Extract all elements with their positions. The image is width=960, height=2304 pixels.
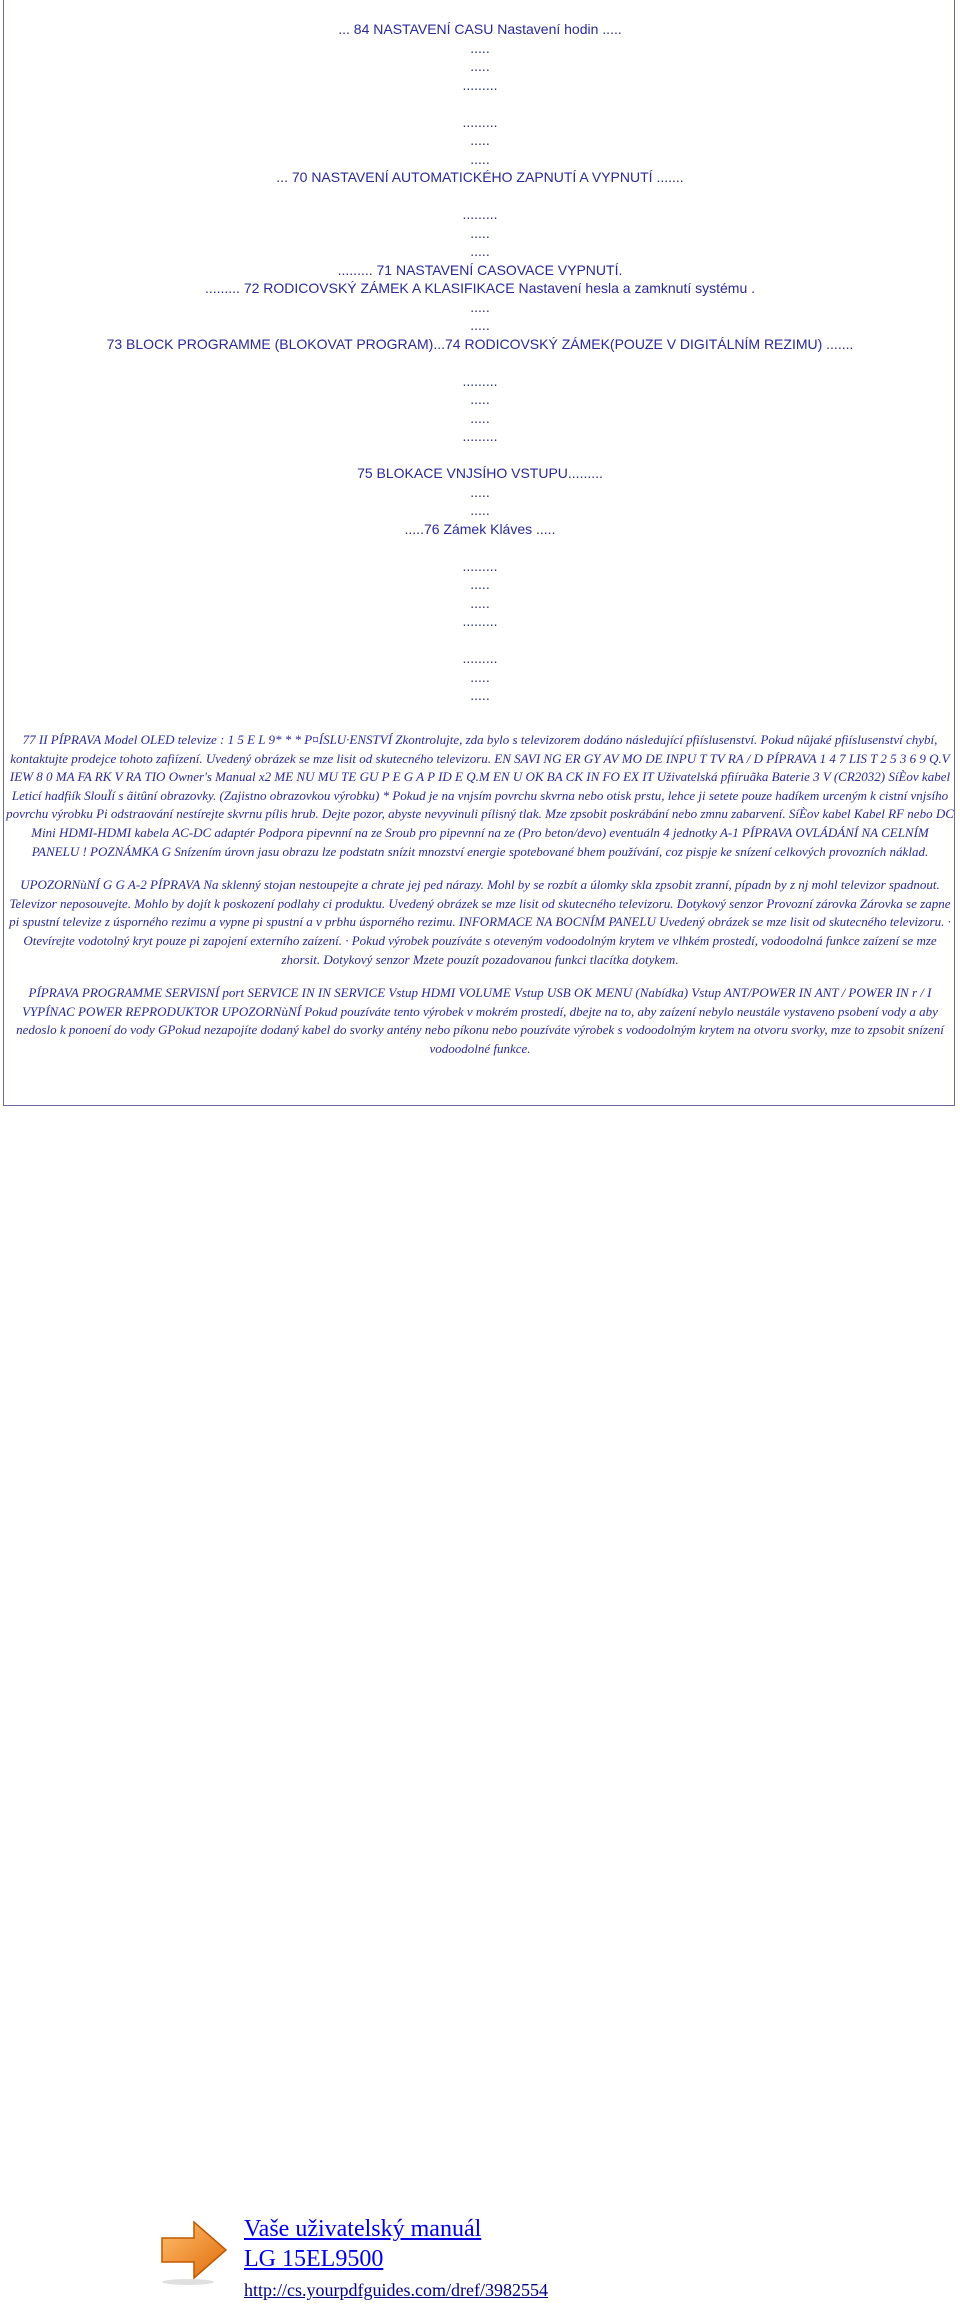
toc-line: ......... bbox=[462, 76, 498, 93]
toc-line: ..... bbox=[470, 687, 490, 703]
toc-line: ......... bbox=[462, 206, 498, 222]
toc-line: ..... bbox=[470, 243, 490, 259]
model-link[interactable]: LG 15EL9500 bbox=[244, 2246, 384, 2272]
toc-line: ..... bbox=[470, 594, 490, 611]
toc-line: ..... bbox=[470, 150, 490, 167]
manual-page bbox=[3, 0, 955, 1106]
toc-line bbox=[4, 446, 956, 465]
toc-line: ..... bbox=[470, 317, 490, 333]
body-paragraph-warning: UPOZORNùNÍ G G A-2 PÍPRAVA Na sklenný stojan nestoupejte a chrate jej ped nárazy. Mohl by se rozbít a úlomky skla zpsobit zranní, pípadn by z nj mohl televizor spadnout. Televizor neposouvejte. Mohlo by dojít k poskození podlahy ci produktu. Uvedený obrázek se mze lisit od skutecného televizoru. Dotykový senzor Provozní zárovka Zárovka se zapne pi spustní televize z úsporného rezimu a vypne pi spustní a v prbhu úsporného rezimu. INFORMACE NA BOCNÍM PANELU Uvedený obrázek se mze lisit od skutecného televizoru. · Otevírejte vodotolný kryt pouze pi zapojení externího zaízení. · Pokud výrobek pouzíváte s oteveným vodoodolným krytem ve vlhkém prostedí, vodoodolná funkce zaízení se mze zhorsit. Dotykový senzor Mzete pouzít pozadovanou funkci tlacítka dotykem. bbox=[9, 877, 951, 967]
toc-line bbox=[4, 353, 956, 372]
toc-line: ..... bbox=[470, 483, 490, 500]
toc-line: ..... bbox=[470, 409, 490, 426]
arrow-logo-icon bbox=[158, 2214, 230, 2286]
toc-line bbox=[4, 631, 956, 650]
toc-line: ......... bbox=[462, 650, 498, 666]
toc-line: ......... bbox=[462, 113, 498, 130]
toc-line: ..... bbox=[470, 224, 490, 241]
toc-line: ......... 71 NASTAVENÍ CASOVACE VYPNUTÍ. bbox=[337, 261, 623, 278]
toc-line: ..... bbox=[470, 391, 490, 407]
toc-line: ..... bbox=[470, 668, 490, 685]
toc-line: ... 70 NASTAVENÍ AUTOMATICKÉHO ZAPNUTÍ A VYPNUTÍ ....... bbox=[276, 169, 684, 185]
toc-line bbox=[4, 187, 956, 206]
toc-line: ..... bbox=[470, 502, 490, 518]
toc-line: ..... bbox=[470, 576, 490, 592]
toc-line: ......... bbox=[462, 613, 498, 629]
user-manual-link[interactable]: Vaše uživatelský manuál bbox=[244, 2216, 482, 2242]
toc-line: ......... bbox=[462, 428, 498, 444]
toc-line: ..... bbox=[470, 298, 490, 315]
body-paragraph-side-panel: PÍPRAVA PROGRAMME SERVISNÍ port SERVICE IN IN SERVICE Vstup HDMI VOLUME Vstup USB OK MENU (Nabídka) Vstup ANT/POWER IN ANT / POWER IN r / I VYPÍNAC POWER REPRODUKTOR UPOZORNùNÍ Pokud pouzíváte tento výrobek v mokrém prostedí, dbejte na to, aby zaízení nebylo neustále vystaveno psobení vody a aby nedoslo k ponoení do vody GPokud nezapojíte dodaný kabel do svorky antény nebo píkonu nebo pouzíváte výrobek s vodoodolným krytem na otvoru svorky, mze to zpsobit snízení vodoodolné funkce. bbox=[16, 985, 944, 1056]
toc-line: ..... bbox=[470, 39, 490, 56]
body-paragraph-preparation: 77 II PÍPRAVA Model OLED televize : 1 5 E L 9* * * P¤ÍSLU·ENSTVÍ Zkontrolujte, zda bylo s televizorem dodáno následující pfiíslusenství. Pokud nûjaké pfiíslusenství chybí, kontaktujte prodejce tohoto zafiízení. Uvedený obrázek se mze lisit od skutecného televizoru. EN SAVI NG ER GY AV MO DE INPU T TV RA / D PÍPRAVA 1 4 7 LIS T 2 5 3 6 9 Q.V IEW 8 0 MA FA RK V RA TIO Owner's Manual x2 ME NU MU TE GU P E G A P ID E Q.M EN U OK BA CK IN FO EX IT Uživatelská pfiíruãka Baterie 3 V (CR2032) SíÈov kabel Leticí hadfiík SlouÏí s ãitûní obrazovky. (Zajistno obrazovkou výrobku) * Pokud je na vnjsím povrchu skvrna nebo otisk prstu, lehce ji setete pouze hadíkem urceným k cistní vnjsího povrchu výrobku Pi odstraování nestírejte skvrnu pílis hrub. Dejte pozor, abyste nevyvinuli pílisný tlak. Mze zpsobit poskrábání nebo zmnu zabarvení. SíÈov kabel Kabel RF nebo DC Mini HDMI-HDMI kabela AC-DC adaptér Podpora pipevnní na ze Sroub pro pipevnní na ze (Pro beton/devo) eventuáln 4 jednotky A-1 PÍPRAVA OVLÁDÁNÍ NA CELNÍM PANELU ! POZNÁMKA G Snízením úrovn jasu obrazu lze podstatn snízit mnozství energie spotebované bhem používání, coz pispje ke snízení celkových provozních náklad. bbox=[6, 732, 954, 859]
footer bbox=[0, 1106, 960, 2300]
toc-line: ..... bbox=[470, 58, 490, 74]
toc-line: .....76 Zámek Kláves ..... bbox=[404, 520, 556, 537]
toc-line: ......... 72 RODICOVSKÝ ZÁMEK A KLASIFIKACE Nastavení hesla a zamknutí systému . bbox=[204, 280, 756, 296]
toc-line bbox=[4, 94, 956, 113]
toc-line: 75 BLOKACE VNJSÍHO VSTUPU......... bbox=[357, 465, 603, 481]
toc-line: ......... bbox=[462, 557, 498, 574]
table-of-contents bbox=[4, 20, 956, 705]
toc-line bbox=[4, 538, 956, 557]
toc-line: 73 BLOCK PROGRAMME (BLOKOVAT PROGRAM)...74 RODICOVSKÝ ZÁMEK(POUZE V DIGITÁLNÍM REZIMU) ....... bbox=[106, 335, 854, 352]
toc-line: ... 84 NASTAVENÍ CASU Nastavení hodin ..... bbox=[338, 21, 622, 37]
manual-links bbox=[244, 2214, 548, 2304]
manual-body-text bbox=[4, 731, 956, 1059]
toc-line: ..... bbox=[470, 132, 490, 148]
download-url-link[interactable]: http://cs.yourpdfguides.com/dref/3982554 bbox=[244, 2280, 548, 2300]
toc-line: ......... bbox=[462, 372, 498, 389]
